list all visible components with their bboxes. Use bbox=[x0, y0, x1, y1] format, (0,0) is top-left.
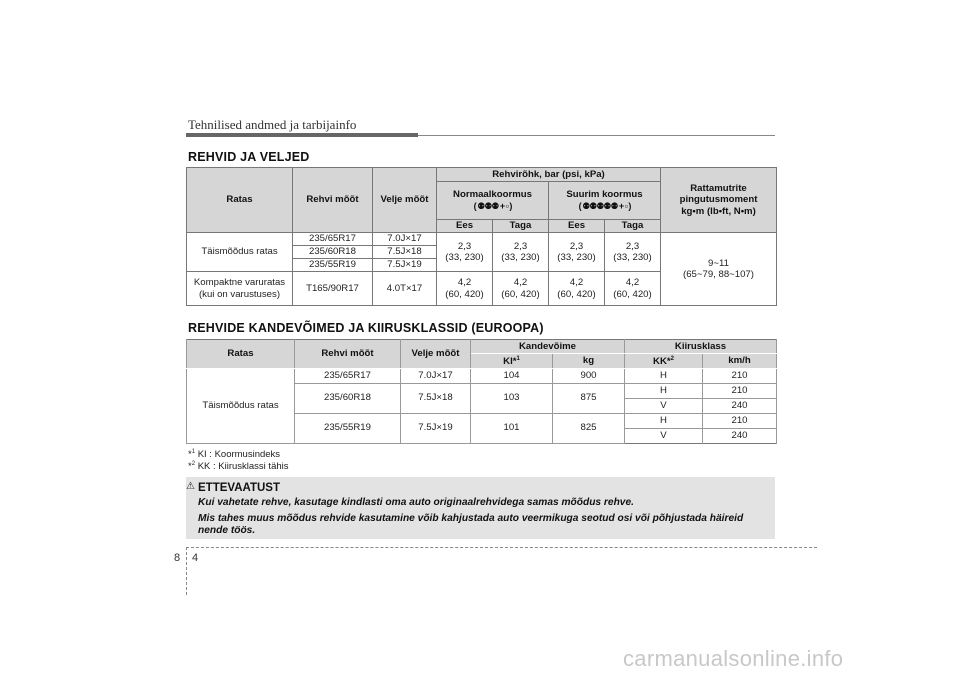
compact-rim-size: 4.0T×17 bbox=[373, 272, 437, 306]
col-torque bbox=[661, 168, 777, 233]
chapter-number: 8 bbox=[174, 552, 181, 564]
pressure-value: 4,2 bbox=[625, 277, 640, 288]
section-title-load-speed: REHVIDE KANDEVÕIMED JA KIIRUSKLASSID (EUROOPA) bbox=[188, 321, 544, 335]
torque-value bbox=[661, 233, 777, 306]
col-kg: kg bbox=[553, 354, 625, 369]
normal-load-label: Normaalkoormus bbox=[453, 189, 532, 200]
col-normal-front: Ees bbox=[437, 220, 493, 233]
pressure-value: 2,3 bbox=[513, 240, 528, 252]
speed-symbol-3b: V bbox=[625, 428, 703, 443]
compact-pressure-1 bbox=[437, 272, 493, 306]
footnote-text: KK : Kiirusklassi tähis bbox=[197, 461, 289, 473]
rim-size-1: 7.0J×17 bbox=[401, 368, 471, 383]
load-index-1: 104 bbox=[471, 368, 553, 383]
pressure-units: (60, 420) bbox=[557, 288, 596, 300]
pressure-value: 2,3 bbox=[625, 240, 640, 252]
header-rule bbox=[186, 133, 418, 137]
pressure-normal-front bbox=[437, 233, 493, 272]
torque-label-1: Rattamutrite bbox=[690, 182, 747, 194]
tire-size-3: 235/55R19 bbox=[295, 413, 401, 443]
page-number: 4 bbox=[192, 552, 199, 564]
pressure-value: 4,2 bbox=[513, 277, 528, 288]
col-max-rear: Taga bbox=[605, 220, 661, 233]
load-kg-1: 900 bbox=[553, 368, 625, 383]
footnote-number: 2 bbox=[191, 461, 196, 467]
full-passengers-luggage-icon: ( ⚉⚉⚉⚉⚉ + ▫ ) bbox=[578, 200, 631, 211]
footnote-text: KI : Koormusindeks bbox=[197, 449, 281, 461]
pressure-value: 4,2 bbox=[457, 277, 472, 288]
compact-pressure-2 bbox=[493, 272, 549, 306]
full-wheel-label: Täismõõdus ratas bbox=[187, 368, 295, 443]
load-kg-2: 875 bbox=[553, 383, 625, 413]
col-load-capacity: Kandevõime bbox=[471, 340, 625, 354]
footnote-speed-symbol bbox=[188, 461, 289, 472]
footer-vertical-rule bbox=[186, 547, 187, 595]
torque-label-2: pingutusmoment bbox=[679, 194, 758, 206]
speed-kmh-2a: 210 bbox=[703, 383, 777, 398]
load-kg-3: 825 bbox=[553, 413, 625, 443]
compact-label-2: (kui on varustuses) bbox=[198, 288, 281, 300]
torque-other-units: (65~79, 88~107) bbox=[683, 269, 754, 280]
compact-spare-label bbox=[187, 272, 293, 306]
speed-symbol-1: H bbox=[625, 368, 703, 383]
speed-kmh-1: 210 bbox=[703, 368, 777, 383]
rim-size-2: 7.5J×18 bbox=[373, 246, 437, 259]
pressure-units: (33, 230) bbox=[445, 252, 484, 263]
passengers-luggage-icon: ( ⚉⚉⚉ + ▫ ) bbox=[473, 200, 512, 211]
footnote-load-index bbox=[188, 449, 280, 460]
footer-rule bbox=[186, 547, 817, 548]
compact-pressure-4 bbox=[605, 272, 661, 306]
header-rule-thin bbox=[418, 135, 775, 136]
speed-kmh-3b: 240 bbox=[703, 428, 777, 443]
compact-label-1: Kompaktne varuratas bbox=[193, 277, 286, 288]
speed-kmh-2b: 240 bbox=[703, 398, 777, 413]
torque-label-3: kg•m (lb•ft, N•m) bbox=[681, 205, 756, 217]
col-rim-size: Velje mõõt bbox=[401, 340, 471, 369]
pressure-units: (33, 230) bbox=[557, 252, 596, 263]
col-tire-size: Rehvi mõõt bbox=[293, 168, 373, 233]
rim-size-2: 7.5J×18 bbox=[401, 383, 471, 413]
torque-kgm: 9~11 bbox=[708, 257, 729, 269]
warning-triangle-icon: ⚠ bbox=[186, 481, 195, 492]
pressure-units: (60, 420) bbox=[613, 288, 652, 300]
pressure-normal-rear bbox=[493, 233, 549, 272]
pressure-max-rear bbox=[605, 233, 661, 272]
speed-symbol-3a: H bbox=[625, 413, 703, 428]
speed-symbol-label: KK* bbox=[653, 356, 671, 368]
speed-kmh-3a: 210 bbox=[703, 413, 777, 428]
footnote-ref-2: 2 bbox=[670, 356, 674, 362]
compact-pressure-3 bbox=[549, 272, 605, 306]
rim-size-3: 7.5J×19 bbox=[373, 259, 437, 272]
pressure-units: (60, 420) bbox=[445, 288, 484, 300]
speed-symbol-2b: V bbox=[625, 398, 703, 413]
col-normal-rear: Taga bbox=[493, 220, 549, 233]
rim-size-1: 7.0J×17 bbox=[373, 233, 437, 246]
footnote-number: 1 bbox=[191, 449, 196, 455]
caution-text-1: Kui vahetate rehve, kasutage kindlasti oma auto originaalrehvidega samas mõõdus rehve. bbox=[198, 497, 634, 508]
load-index-3: 101 bbox=[471, 413, 553, 443]
col-pressure: Rehvirõhk, bar (psi, kPa) bbox=[437, 168, 661, 182]
tire-size-2: 235/60R18 bbox=[293, 246, 373, 259]
watermark-carmanualsonline: carmanualsonline.info bbox=[623, 646, 844, 671]
chapter-header-title: Tehnilised andmed ja tarbijainfo bbox=[188, 117, 357, 132]
col-kmh: km/h bbox=[703, 354, 777, 369]
pressure-max-front bbox=[549, 233, 605, 272]
pressure-value: 2,3 bbox=[569, 240, 584, 252]
pressure-units: (33, 230) bbox=[613, 252, 652, 263]
col-load-index bbox=[471, 354, 553, 369]
col-ratas: Ratas bbox=[187, 340, 295, 369]
full-wheel-label: Täismõõdus ratas bbox=[187, 233, 293, 272]
tire-size-3: 235/55R19 bbox=[293, 259, 373, 272]
compact-tire-size: T165/90R17 bbox=[293, 272, 373, 306]
col-max-front: Ees bbox=[549, 220, 605, 233]
col-normal-load bbox=[437, 182, 549, 220]
load-index-label: KI* bbox=[503, 356, 517, 368]
speed-symbol-2a: H bbox=[625, 383, 703, 398]
pressure-value: 2,3 bbox=[457, 240, 472, 252]
load-index-2: 103 bbox=[471, 383, 553, 413]
footnote-mark: * bbox=[188, 461, 192, 473]
col-speed-class: Kiirusklass bbox=[625, 340, 777, 354]
section-title-tires-rims: REHVID JA VELJED bbox=[188, 150, 310, 164]
col-tire-size: Rehvi mõõt bbox=[295, 340, 401, 369]
col-max-load bbox=[549, 182, 661, 220]
col-rim-size: Velje mõõt bbox=[373, 168, 437, 233]
caution-text-2: Mis tahes muus mõõdus rehvide kasutamine võib kahjustada auto veermikuga seotud osi või põhjustada häireid nende töös. bbox=[198, 513, 744, 536]
tire-size-1: 235/65R17 bbox=[295, 368, 401, 383]
caution-box bbox=[186, 477, 775, 539]
col-ratas: Ratas bbox=[187, 168, 293, 233]
tire-size-1: 235/65R17 bbox=[293, 233, 373, 246]
load-speed-table bbox=[186, 339, 777, 444]
max-load-label: Suurim koormus bbox=[566, 189, 643, 200]
pressure-units: (33, 230) bbox=[501, 252, 540, 263]
tires-rims-table bbox=[186, 167, 777, 306]
tire-size-2: 235/60R18 bbox=[295, 383, 401, 413]
footnote-mark: * bbox=[188, 449, 192, 461]
pressure-value: 4,2 bbox=[569, 277, 584, 288]
caution-title: ETTEVAATUST bbox=[198, 482, 280, 494]
col-speed-symbol bbox=[625, 354, 703, 369]
footnote-ref-1: 1 bbox=[516, 356, 520, 362]
rim-size-3: 7.5J×19 bbox=[401, 413, 471, 443]
pressure-units: (60, 420) bbox=[501, 288, 540, 300]
